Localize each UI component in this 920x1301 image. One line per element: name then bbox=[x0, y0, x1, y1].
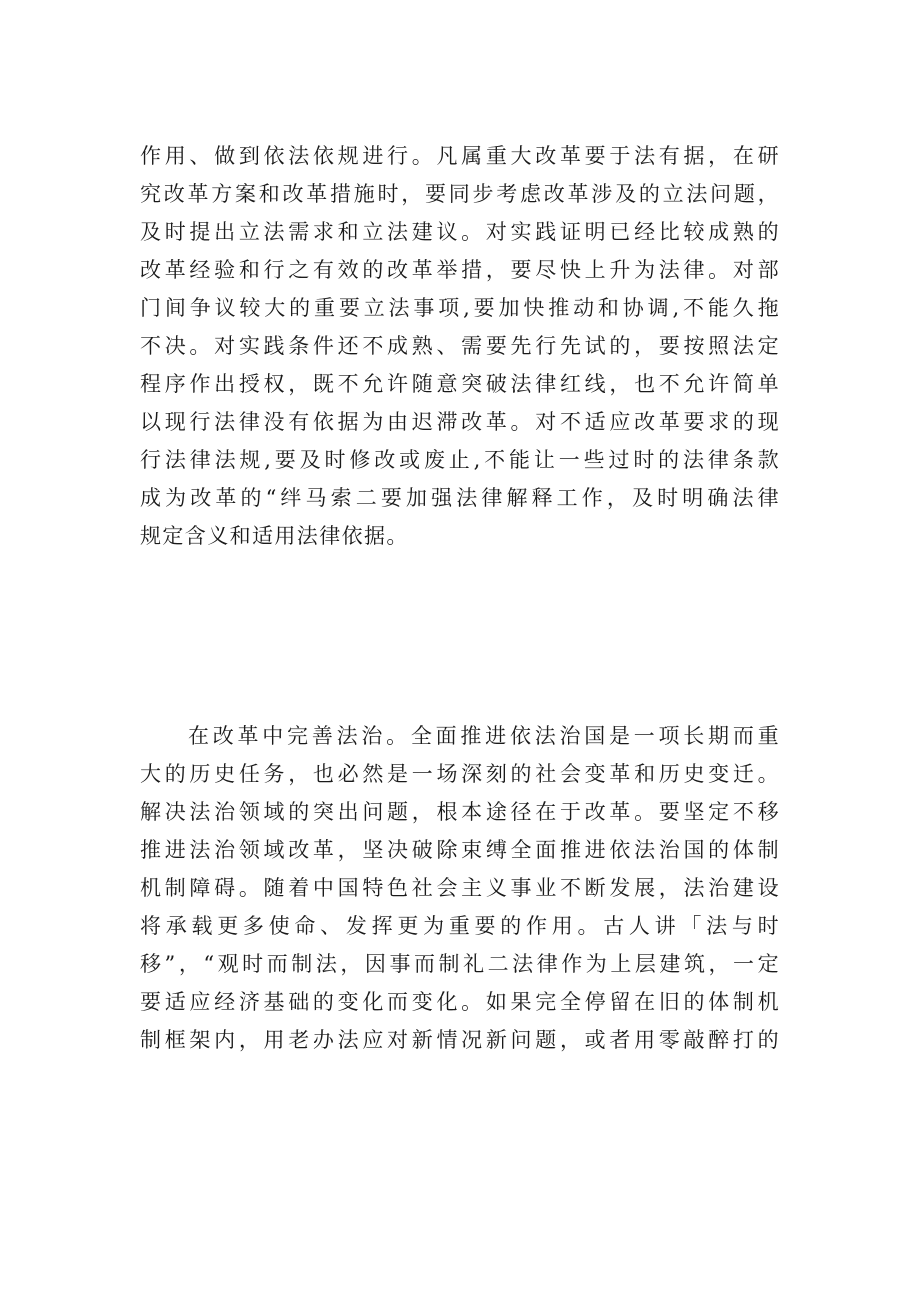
text-line: 改革经验和行之有效的改革举措，要尽快上升为法律。对部 bbox=[140, 258, 780, 282]
paragraph-1 bbox=[140, 137, 780, 555]
text-line: 以现行法律没有依据为由迟滞改革。对不适应改革要求的现 bbox=[140, 410, 780, 434]
text-line: 在改革中完善法治。全面推进依法治国是一项长期而重 bbox=[188, 724, 780, 748]
text-line: 规定含义和适用法律依据。 bbox=[140, 524, 409, 548]
text-line: 将承载更多使命、发挥更为重要的作用。古人讲「法与时 bbox=[140, 914, 780, 938]
text-line: 成为改革的“绊马索二要加强法律解释工作，及时明确法律 bbox=[140, 486, 780, 510]
text-line: 程序作出授权，既不允许随意突破法律红线，也不允许简单 bbox=[140, 372, 780, 396]
text-line: 移”，“观时而制法，因事而制礼二法律作为上层建筑，一定 bbox=[140, 952, 780, 976]
paragraph-2 bbox=[140, 717, 780, 1059]
text-line: 推进法治领域改革，坚决破除束缚全面推进依法治国的体制 bbox=[140, 838, 780, 862]
text-line: 作用、做到依法依规进行。凡属重大改革要于法有据，在研 bbox=[140, 144, 780, 168]
text-line: 大的历史任务，也必然是一场深刻的社会变革和历史变迁。 bbox=[140, 762, 780, 786]
text-line: 机制障碍。随着中国特色社会主义事业不断发展，法治建设 bbox=[140, 876, 780, 900]
text-line: 制框架内，用老办法应对新情况新问题，或者用零敲醉打的 bbox=[140, 1028, 780, 1052]
text-line: 行法律法规,要及时修改或废止,不能让一些过时的法律条款 bbox=[140, 448, 780, 472]
text-line: 及时提出立法需求和立法建议。对实践证明已经比较成熟的 bbox=[140, 220, 780, 244]
text-line: 要适应经济基础的变化而变化。如果完全停留在旧的体制机 bbox=[140, 990, 780, 1014]
text-line: 不决。对实践条件还不成熟、需要先行先试的，要按照法定 bbox=[140, 334, 780, 358]
text-line: 门间争议较大的重要立法事项,要加快推动和协调,不能久拖 bbox=[140, 296, 780, 320]
text-line: 究改革方案和改革措施时，要同步考虑改革涉及的立法问题， bbox=[140, 182, 780, 206]
text-line: 解决法治领域的突出问题，根本途径在于改革。要坚定不移 bbox=[140, 800, 780, 824]
